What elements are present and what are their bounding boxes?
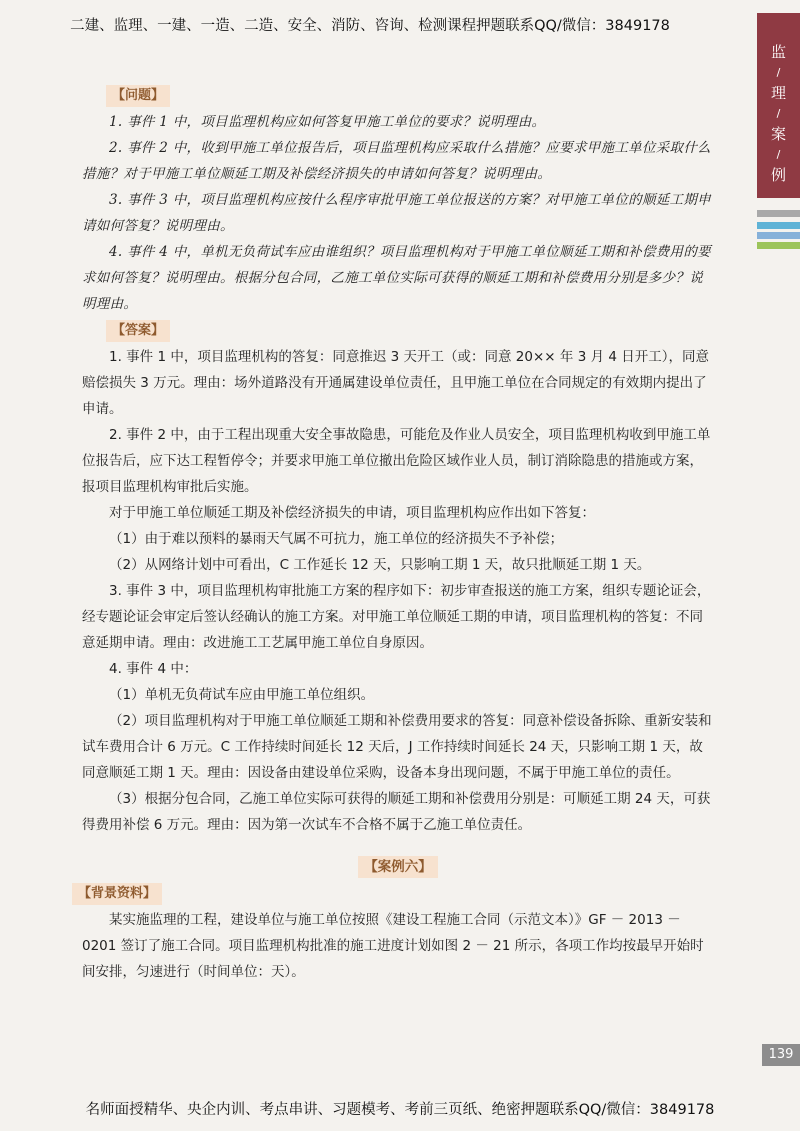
answer-2-reply-intro: 对于甲施工单位顺延工期及补偿经济损失的申请，项目监理机构应作出如下答复：: [109, 505, 595, 521]
page-content: [78, 84, 714, 985]
answers-section: [82, 319, 714, 838]
answer-2-reply-2: （2）从网络计划中可看出，C 工作延长 12 天，只影响工期 1 天，故只批顺延工期 1 天。: [109, 557, 651, 573]
case-title-row: [82, 856, 714, 878]
footer-banner: 名师面授精华、央企内训、考点串讲、习题模考、考前三页纸、绝密押题联系QQ/微信：3849178: [85, 1102, 715, 1118]
page-number: 139: [762, 1044, 800, 1066]
answers-heading: 【答案】: [106, 320, 170, 342]
side-tab-label: [757, 39, 800, 189]
answer-4-part-1: （1）单机无负荷试车应由甲施工单位组织。: [109, 687, 375, 703]
background-heading: 【背景资料】: [72, 883, 162, 905]
side-tab-text: 监 / 理 / 案 / 例: [770, 43, 786, 184]
answer-4-part-2: （2）项目监理机构对于甲施工单位顺延工期和补偿费用要求的答复：同意补偿设备拆除、重新安装和试车费用合计 6 万元。C 工作持续时间延长 12 天后，J 工作持续时间延长 24 天，只影响工期 1 天，故同意顺延工期 1 天。理由：因设备由建设单位采购，设备本身出现问题，不属于甲施工单位的责任。: [82, 713, 712, 781]
answer-1: 1. 事件 1 中，项目监理机构的答复：同意推迟 3 天开工（或：同意 20×× 年 3 月 4 日开工），同意赔偿损失 3 万元。理由：场外道路没有开通属建设单位责任，且甲施工单位在合同规定的有效期内提出了申请。: [82, 349, 709, 417]
question-3: 3. 事件 3 中，项目监理机构应按什么程序审批甲施工单位报送的方案？对甲施工单位的顺延工期申请如何答复？说明理由。: [82, 192, 711, 234]
header-banner: 二建、监理、一建、一造、二造、安全、消防、咨询、检测课程押题联系QQ/微信：3849178: [70, 18, 670, 34]
questions-heading: 【问题】: [106, 85, 170, 107]
question-1: 1. 事件 1 中，项目监理机构应如何答复甲施工单位的要求？说明理由。: [109, 114, 546, 130]
color-stripe-3: [757, 232, 800, 239]
color-stripe-4: [757, 242, 800, 249]
background-text: 某实施监理的工程，建设单位与施工单位按照《建设工程施工合同（示范文本）》GF － 2013 － 0201 签订了施工合同。项目监理机构批准的施工进度计划如图 2 － 21 所示，各项工作均按最早开始时间安排，匀速进行（时间单位：天）。: [82, 912, 704, 980]
answer-4-part-3: （3）根据分包合同，乙施工单位实际可获得的顺延工期和补偿费用分别是：可顺延工期 24 天，可获得费用补偿 6 万元。理由：因为第一次试车不合格不属于乙施工单位责任。: [82, 791, 711, 833]
answer-4: 4. 事件 4 中：: [109, 661, 198, 677]
questions-section: [82, 84, 714, 317]
case-title: 【案例六】: [358, 856, 438, 878]
color-stripe-1: [757, 210, 800, 217]
answer-2: 2. 事件 2 中，由于工程出现重大安全事故隐患，可能危及作业人员安全，项目监理机构收到甲施工单位报告后，应下达工程暂停令；并要求甲施工单位撤出危险区域作业人员，制订消除隐患的措施或方案，报项目监理机构审批后实施。: [82, 427, 711, 495]
answer-3: 3. 事件 3 中，项目监理机构审批施工方案的程序如下：初步审查报送的施工方案，组织专题论证会，经专题论证会审定后签认经确认的施工方案。对甲施工单位顺延工期的申请，项目监理机构的答复：不同意延期申请。理由：改进施工工艺属甲施工单位自身原因。: [82, 583, 711, 651]
question-2: 2. 事件 2 中，收到甲施工单位报告后，项目监理机构应采取什么措施？应要求甲施工单位采取什么措施？对于甲施工单位顺延工期及补偿经济损失的申请如何答复？说明理由。: [82, 140, 711, 182]
side-tab: [757, 13, 800, 198]
answer-2-reply-1: （1）由于难以预料的暴雨天气属不可抗力，施工单位的经济损失不予补偿；: [109, 531, 564, 547]
background-section: [72, 882, 714, 985]
question-4: 4. 事件 4 中，单机无负荷试车应由谁组织？项目监理机构对于甲施工单位顺延工期和补偿费用的要求如何答复？说明理由。根据分包合同，乙施工单位实际可获得的顺延工期和补偿费用分别是多少？说明理由。: [82, 244, 711, 312]
color-stripe-2: [757, 222, 800, 229]
